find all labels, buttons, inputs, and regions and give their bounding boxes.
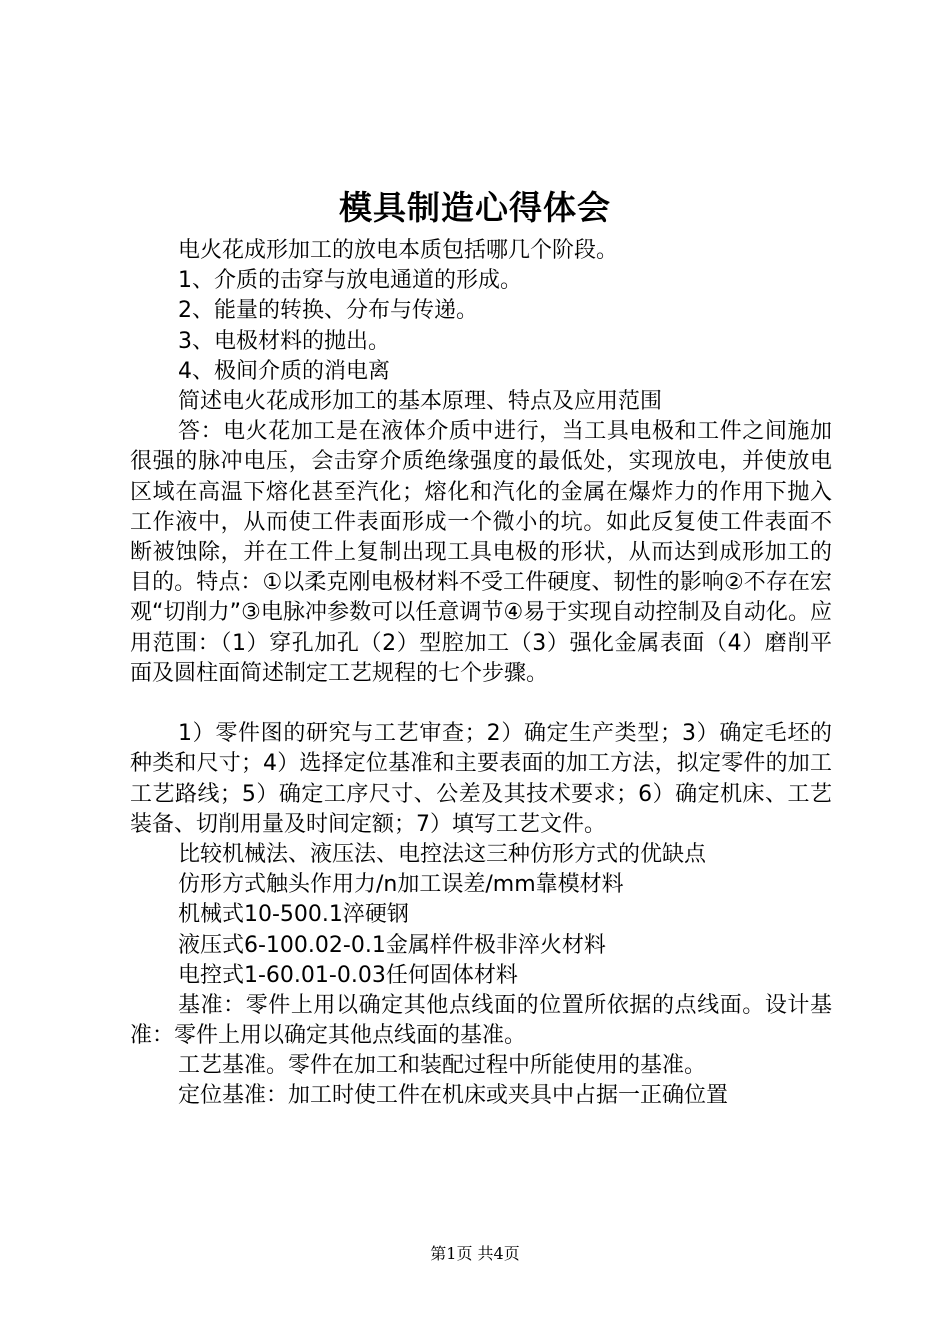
stage-item-1: 1、介质的击穿与放电通道的形成。: [178, 268, 522, 294]
question-copying-methods: 比较机械法、液压法、电控法这三种仿形方式的优缺点: [178, 841, 707, 867]
question-edm-principle: 简述电火花成形加工的基本原理、特点及应用范围: [178, 388, 663, 414]
question-discharge-stages: 电火花成形加工的放电本质包括哪几个阶段。: [178, 238, 619, 263]
document-title: 模具制造心得体会: [339, 188, 611, 227]
answer-process-steps: 1）零件图的研究与工艺审查；2）确定生产类型；3）确定毛坯的种类和尺寸；4）选择定位基准和主要表面的加工方法，拟定零件的加工工艺路线；5）确定工序尺寸、公差及其技术要求；6）确定机床、工艺装备、切削用量及时间定额；7）填写工艺文件。: [130, 721, 832, 837]
page-footer: 第1页 共4页: [430, 1244, 520, 1263]
definition-process-datum: 工艺基准。零件在加工和装配过程中所能使用的基准。: [178, 1053, 707, 1079]
table-header-line: 仿形方式触头作用力/n加工误差/mm靠模材料: [178, 872, 624, 898]
blank-line: [130, 689, 832, 719]
stage-item-4: 4、极间介质的消电离: [178, 358, 390, 384]
definition-datum: 基准：零件上用以确定其他点线面的位置所依据的点线面。设计基准：零件上用以确定其他点线面的基准。: [130, 992, 832, 1049]
stage-item-3: 3、电极材料的抛出。: [178, 328, 390, 354]
stage-item-2: 2、能量的转换、分布与传递。: [178, 298, 478, 324]
document-body: [130, 236, 832, 1112]
definition-locating-datum: 定位基准：加工时使工件在机床或夹具中占据一正确位置: [178, 1083, 729, 1109]
table-row-electric: 电控式1-60.01-0.03任何固体材料: [178, 962, 518, 988]
answer-edm-principle: 答：电火花加工是在液体介质中进行，当工具电极和工件之间施加很强的脉冲电压，会击穿介质绝缘强度的最低处，实现放电，并使放电区域在高温下熔化甚至汽化；熔化和汽化的金属在爆炸力的作用下抛入工作液中，从而使工件表面形成一个微小的坑。如此反复使工件表面不断被蚀除，并在工件上复制出现工具电极的形状，从而达到成形加工的目的。特点：①以柔克刚电极材料不受工件硬度、韧性的影响②不存在宏观“切削力”③电脉冲参数可以任意调节④易于实现自动控制及自动化。应用范围：（1）穿孔加孔（2）型腔加工（3）强化金属表面（4）磨削平面及圆柱面简述制定工艺规程的七个步骤。: [130, 419, 832, 686]
table-row-mechanical: 机械式10-500.1淬硬钢: [178, 902, 409, 928]
table-row-hydraulic: 液压式6-100.02-0.1金属样件极非淬火材料: [178, 932, 606, 958]
